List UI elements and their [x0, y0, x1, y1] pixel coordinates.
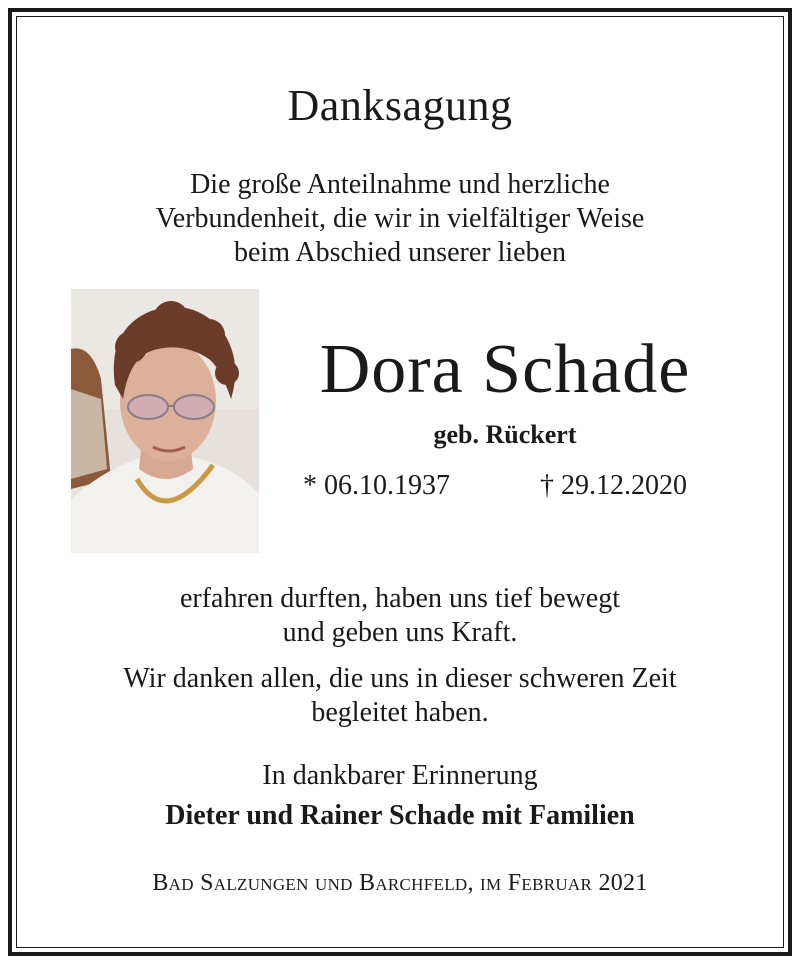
- memory-line: In dankbarer Erinnerung: [262, 760, 538, 791]
- portrait-photo: [71, 289, 259, 553]
- paragraph-line: begleitet haben.: [311, 697, 489, 728]
- paragraph-line: und geben uns Kraft.: [282, 617, 518, 648]
- paragraph-line: erfahren durften, haben uns tief bewegt: [179, 583, 621, 614]
- intro-text: [0, 168, 800, 270]
- intro-line: beim Abschied unserer lieben: [233, 237, 566, 268]
- family-signature: Dieter und Rainer Schade mit Familien: [165, 800, 635, 831]
- portrait-illustration: [71, 289, 259, 553]
- heading: Danksagung: [287, 81, 513, 130]
- intro-line: Die große Anteilnahme und herzliche: [190, 169, 610, 200]
- deceased-name: Dora Schade: [319, 331, 691, 408]
- birth-name: geb. Rückert: [433, 420, 577, 449]
- gratitude-paragraph: [0, 662, 800, 730]
- thanks-paragraph: [0, 582, 800, 650]
- death-date: † 29.12.2020: [540, 470, 687, 501]
- birth-date: * 06.10.1937: [303, 470, 450, 501]
- intro-line: Verbundenheit, die wir in vielfältiger Weise: [155, 203, 645, 234]
- paragraph-line: Wir danken allen, die uns in dieser schweren Zeit: [123, 663, 677, 694]
- place-date: Bad Salzungen und Barchfeld, im Februar 2021: [152, 870, 648, 896]
